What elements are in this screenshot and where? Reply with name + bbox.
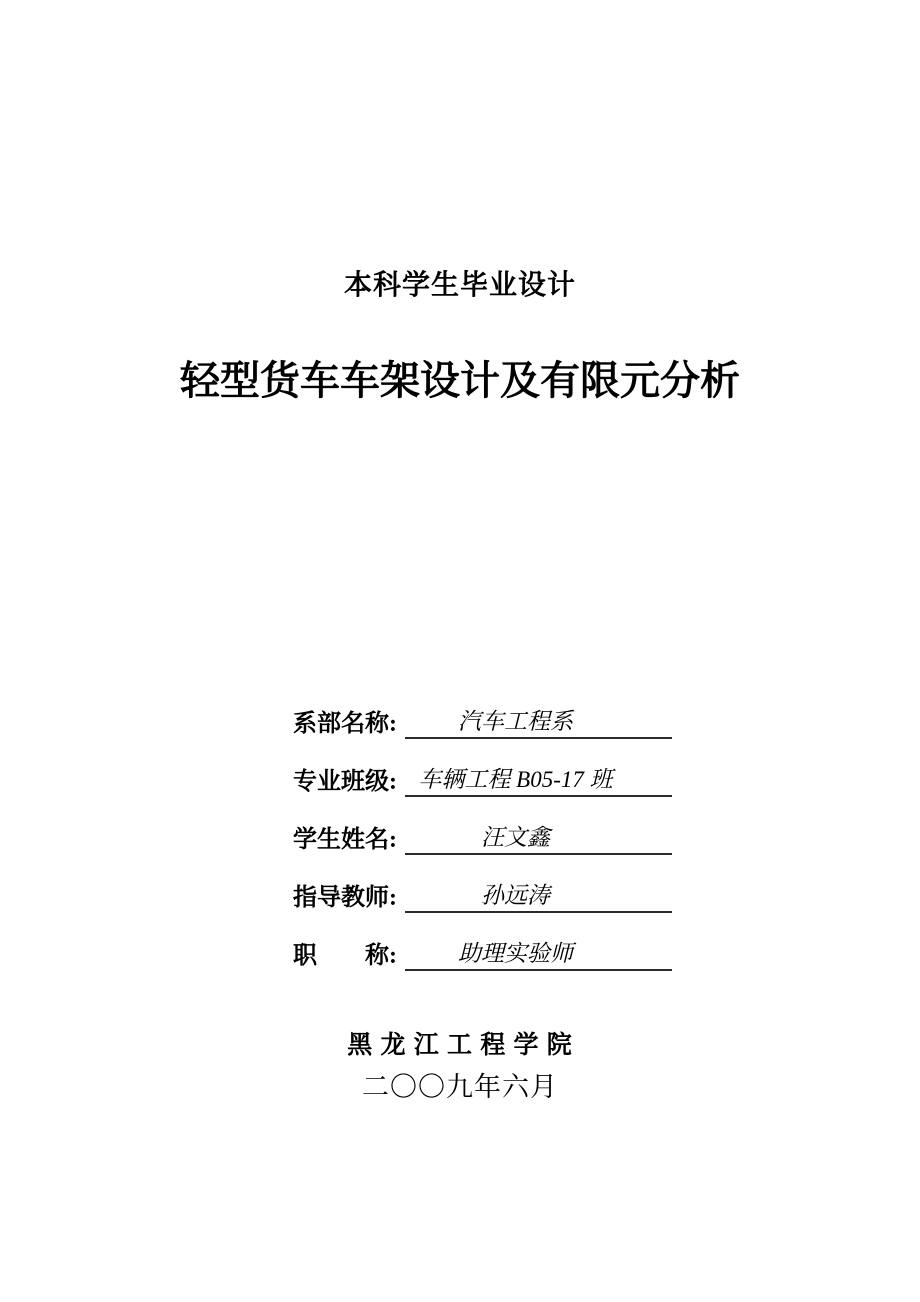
class-underline — [405, 765, 672, 797]
advisor-title-value: 助理实验师 — [458, 941, 573, 966]
advisor-label: 指导教师: — [293, 885, 397, 911]
class-value: 车辆工程 B05-17 班 — [418, 767, 613, 792]
advisor-title-underline — [405, 939, 672, 971]
field-row-advisor — [293, 880, 683, 913]
thesis-type-heading: 本科学生毕业设计 — [343, 270, 576, 301]
student-name-underline — [405, 823, 672, 855]
field-row-student-name — [293, 822, 683, 855]
department-underline — [405, 707, 672, 739]
field-row-class — [293, 764, 683, 797]
institution-name: 黑 龙 江 工 程 学 院 — [347, 1032, 573, 1059]
department-label: 系部名称: — [293, 711, 397, 737]
student-name-value: 汪文鑫 — [481, 825, 550, 850]
class-label: 专业班级: — [293, 769, 397, 795]
thesis-title: 轻型货车车架设计及有限元分析 — [180, 358, 740, 403]
issue-date: 二〇〇九年六月 — [362, 1072, 558, 1102]
advisor-underline — [405, 881, 672, 913]
advisor-value: 孙远涛 — [481, 883, 550, 908]
student-name-label: 学生姓名: — [293, 827, 397, 853]
advisor-title-label: 职 称: — [293, 943, 397, 969]
cover-form — [293, 706, 683, 996]
field-row-department — [293, 706, 683, 739]
department-value: 汽车工程系 — [458, 709, 573, 734]
field-row-advisor-title — [293, 938, 683, 971]
